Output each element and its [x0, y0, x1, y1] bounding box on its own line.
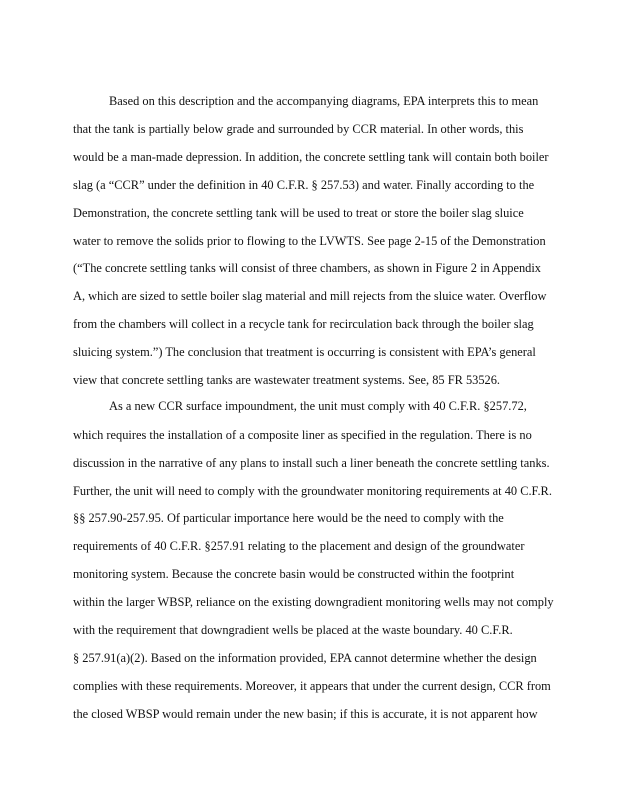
text-line: requirements of 40 C.F.R. §257.91 relating to the placement and design of the groundwater: [73, 539, 525, 553]
text-line: from the chambers will collect in a recycle tank for recirculation back through the boiler slag: [73, 317, 534, 331]
text-line: A, which are sized to settle boiler slag material and mill rejects from the sluice water. Overflow: [73, 289, 547, 303]
text-line: water to remove the solids prior to flowing to the LVWTS. See page 2-15 of the Demonstration: [73, 234, 546, 248]
text-line: would be a man-made depression. In addition, the concrete settling tank will contain both boiler: [73, 150, 549, 164]
text-line: that the tank is partially below grade and surrounded by CCR material. In other words, this: [73, 122, 524, 136]
text-line: discussion in the narrative of any plans to install such a liner beneath the concrete settling tanks.: [73, 456, 550, 470]
text-line: sluicing system.”) The conclusion that treatment is occurring is consistent with EPA’s general: [73, 345, 536, 359]
text-line: which requires the installation of a composite liner as specified in the regulation. There is no: [73, 428, 532, 442]
text-line: monitoring system. Because the concrete basin would be constructed within the footprint: [73, 567, 515, 581]
text-line: Demonstration, the concrete settling tank will be used to treat or store the boiler slag sluice: [73, 206, 524, 220]
text-line: §§ 257.90-257.95. Of particular importance here would be the need to comply with the: [73, 511, 504, 525]
text-line: the closed WBSP would remain under the new basin; if this is accurate, it is not apparent how: [73, 707, 538, 721]
text-line: § 257.91(a)(2). Based on the information provided, EPA cannot determine whether the design: [73, 651, 537, 665]
text-line: within the larger WBSP, reliance on the existing downgradient monitoring wells may not comply: [73, 595, 554, 609]
text-line: with the requirement that downgradient wells be placed at the waste boundary. 40 C.F.R.: [73, 623, 513, 637]
text-line: view that concrete settling tanks are wastewater treatment systems. See, 85 FR 53526.: [73, 373, 501, 387]
text-line: (“The concrete settling tanks will consist of three chambers, as shown in Figure 2 in Appendix: [73, 261, 541, 275]
text-line: slag (a “CCR” under the definition in 40 C.F.R. § 257.53) and water. Finally according to the: [73, 178, 535, 192]
text-line: Based on this description and the accompanying diagrams, EPA interprets this to mean: [109, 94, 539, 108]
text-line: As a new CCR surface impoundment, the unit must comply with 40 C.F.R. §257.72,: [109, 399, 527, 413]
text-line: Further, the unit will need to comply with the groundwater monitoring requirements at 40 C.F.R.: [73, 484, 552, 498]
text-line: complies with these requirements. Moreover, it appears that under the current design, CCR from: [73, 679, 551, 693]
